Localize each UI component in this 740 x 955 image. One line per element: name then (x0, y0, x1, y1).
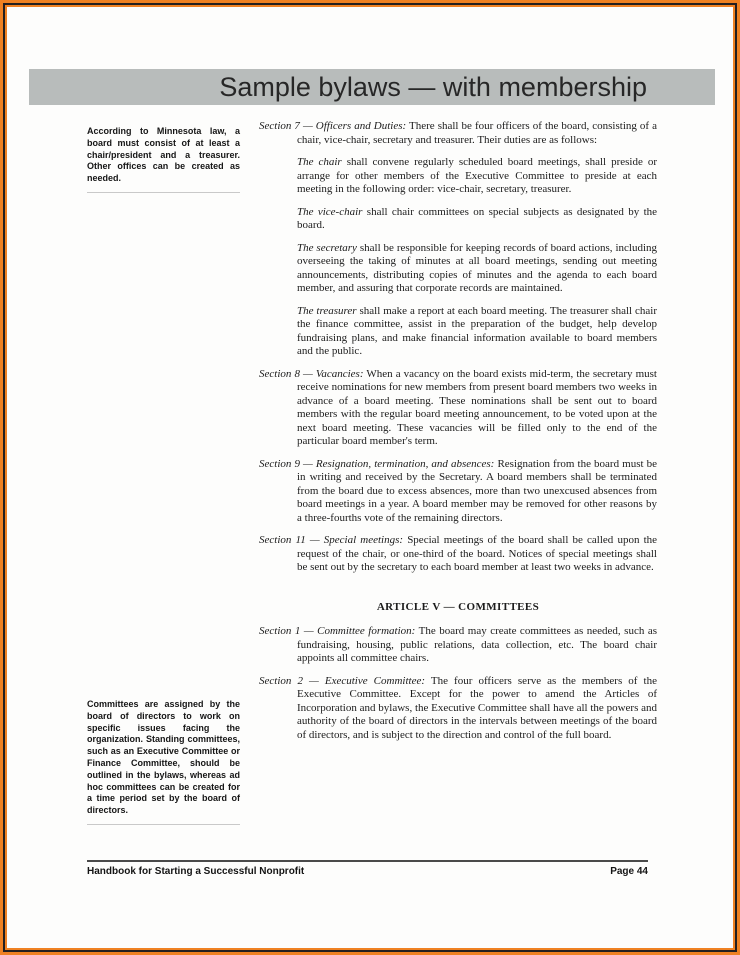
officer-secretary-lead: The secretary (297, 241, 357, 254)
officer-chair-lead: The chair (297, 156, 342, 168)
section-8-heading: Section 8 — Vacancies: (259, 367, 364, 380)
officer-vice-chair-lead: The vice-chair (297, 205, 363, 218)
article-v-section-2-text: The four officers serve as the members of the Executive Committee. Except for the power to amend the Articles of Incorporation and bylaws, the Executive Committee shall have all the powers and authority of the board of directors in the intervals between meetings of the board of directors, and is subject to the direction and control of the full board. (297, 674, 657, 741)
officer-chair-text: shall convene regularly scheduled board meetings, shall preside or arrange for other members of the Executive Committee to preside at each meeting in the following order: vice-chair, secretary, treasurer. (297, 156, 657, 195)
margin-note-committees: Committees are assigned by the board of directors to work on specific issues facing the organization. Standing committees, such as an Executive Committee or Finance Committee, should be outlined in the bylaws, whereas ad hoc committees can be created for a time period set by the board of directors. (87, 699, 240, 825)
footer-page-number: Page 44 (610, 866, 648, 877)
officer-treasurer-lead: The treasurer (297, 304, 357, 317)
article-v-section-1-text: The board may create committees as needed, such as fundraising, housing, public relations, data collection, etc. The board chair appoints all committee chairs. (297, 625, 657, 664)
officer-vice-chair-text: shall chair committees on special subjects as designated by the board. (297, 205, 658, 231)
title-bar (29, 69, 715, 105)
page-footer (87, 860, 648, 877)
section-9-text: Resignation from the board must be in writing and received by the Secretary. A board members shall be terminated from the board due to excess absences, more than two unexcused absences from board meetings in a year. A board member may be removed for other reasons by a three-fourths vote of the remaining directors. (297, 457, 657, 524)
section-7-heading: Section 7 — Officers and Duties: (259, 120, 407, 132)
section-11-paragraph (259, 534, 657, 575)
section-8-text: When a vacancy on the board exists mid-term, the secretary must receive nominations for new members from present board members two weeks in advance of a board meeting. These nominations shall be sent out to board members with the regular board meeting announcement, to be voted upon at the next board meeting. These vacancies will be filled only to the end of the particular board member's term. (297, 367, 657, 447)
document-page (7, 7, 733, 948)
page-title: Sample bylaws — with membership (219, 71, 647, 102)
section-7-paragraph (259, 120, 657, 147)
section-7-text: There shall be four officers of the board, consisting of a chair, vice-chair, secretary and treasurer. Their duties are as follows: (297, 120, 657, 146)
footer-book-title: Handbook for Starting a Successful Nonprofit (87, 866, 305, 877)
section-11-heading: Section 11 — Special meetings: (259, 534, 404, 546)
body-text-column (259, 120, 657, 751)
article-v-section-2-paragraph (259, 675, 657, 743)
section-11-text: Special meetings of the board shall be called upon the request of the chair, or one-third of the board. Notices of special meetings shall be sent out by the secretary to each board member at least two weeks in advance. (297, 534, 658, 573)
section-8-paragraph (259, 368, 657, 449)
inner-frame-border (3, 3, 737, 952)
article-v-section-2-heading: Section 2 — Executive Committee: (259, 674, 425, 687)
article-v-section-1-paragraph (259, 625, 657, 666)
officer-secretary-paragraph (297, 242, 657, 296)
officer-secretary-text: shall be responsible for keeping records of board actions, including overseeing the taking of minutes at all board meetings, sending out meeting announcements, distributing copies of minutes and the agenda to each board member, and assuring that corporate records are maintained. (297, 241, 657, 294)
officer-treasurer-paragraph (297, 305, 657, 359)
officer-chair-paragraph (297, 156, 657, 197)
section-9-paragraph (259, 458, 657, 526)
article-v-heading: ARTICLE V — COMMITTEES (376, 600, 540, 613)
article-v-section-1-heading: Section 1 — Committee formation: (259, 625, 416, 637)
section-9-heading: Section 9 — Resignation, termination, and absences: (259, 457, 495, 470)
officer-treasurer-text: shall make a report at each board meeting. The treasurer shall chair the finance committee, assist in the preparation of the budget, help develop fundraising plans, and make financial information available to board members and the public. (297, 304, 657, 357)
margin-note-minnesota-law: According to Minnesota law, a board must consist of at least a chair/president and a treasurer. Other offices can be created as needed. (87, 126, 240, 193)
officer-vice-chair-paragraph (297, 206, 657, 233)
